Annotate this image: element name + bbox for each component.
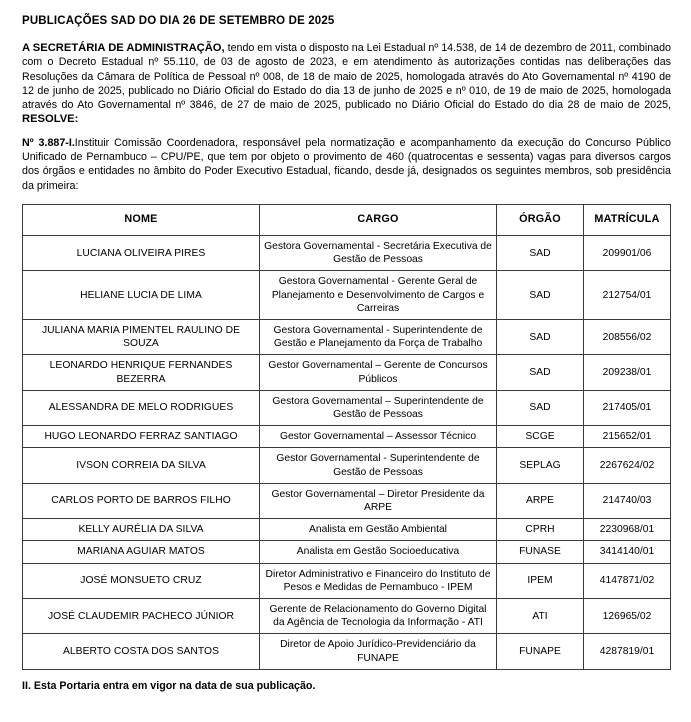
article-number: Nº 3.887-I. bbox=[22, 136, 75, 149]
table-row bbox=[23, 634, 671, 669]
column-header-matricula: MATRÍCULA bbox=[584, 204, 671, 235]
column-header-orgao: ÓRGÃO bbox=[497, 204, 584, 235]
cell-orgao: SAD bbox=[497, 319, 584, 354]
cell-cargo: Gestora Governamental – Superintendente de Gestão de Pessoas bbox=[260, 390, 497, 425]
cell-orgao: ATI bbox=[497, 599, 584, 634]
table-row bbox=[23, 448, 671, 483]
cell-nome: MARIANA AGUIAR MATOS bbox=[23, 541, 260, 563]
cell-orgao: ARPE bbox=[497, 483, 584, 518]
table-row bbox=[23, 483, 671, 518]
page-title: PUBLICAÇÕES SAD DO DIA 26 DE SETEMBRO DE 2025 bbox=[22, 15, 335, 27]
table-row bbox=[23, 563, 671, 598]
table-row bbox=[23, 519, 671, 541]
members-table bbox=[22, 204, 671, 670]
table-row bbox=[23, 541, 671, 563]
cell-orgao: CPRH bbox=[497, 519, 584, 541]
cell-cargo: Analista em Gestão Socioeducativa bbox=[260, 541, 497, 563]
table-row bbox=[23, 390, 671, 425]
cell-matricula: 3414140/01 bbox=[584, 541, 671, 563]
preamble-lead: A SECRETÁRIA DE ADMINISTRAÇÃO, bbox=[22, 42, 225, 54]
cell-orgao: SEPLAG bbox=[497, 448, 584, 483]
cell-matricula: 217405/01 bbox=[584, 390, 671, 425]
cell-matricula: 4147871/02 bbox=[584, 563, 671, 598]
cell-orgao: IPEM bbox=[497, 563, 584, 598]
cell-cargo: Gestor Governamental – Gerente de Concursos Públicos bbox=[260, 355, 497, 390]
cell-matricula: 209901/06 bbox=[584, 235, 671, 270]
cell-cargo: Gestor Governamental - Superintendente de Gestão de Pessoas bbox=[260, 448, 497, 483]
cell-cargo: Diretor Administrativo e Financeiro do Instituto de Pesos e Medidas de Pernambuco - IPEM bbox=[260, 563, 497, 598]
cell-nome: JOSÉ CLAUDEMIR PACHECO JÚNIOR bbox=[23, 599, 260, 634]
cell-matricula: 208556/02 bbox=[584, 319, 671, 354]
cell-orgao: SAD bbox=[497, 271, 584, 320]
cell-cargo: Gestora Governamental - Superintendente de Gestão e Planejamento da Força de Trabalho bbox=[260, 319, 497, 354]
table-row bbox=[23, 235, 671, 270]
cell-cargo: Gestor Governamental – Diretor Presidente da ARPE bbox=[260, 483, 497, 518]
cell-orgao: SAD bbox=[497, 355, 584, 390]
cell-cargo: Gestora Governamental - Secretária Executiva de Gestão de Pessoas bbox=[260, 235, 497, 270]
preamble-paragraph bbox=[22, 41, 671, 127]
table-header-row bbox=[23, 204, 671, 235]
cell-orgao: FUNASE bbox=[497, 541, 584, 563]
preamble-resolve: RESOLVE: bbox=[22, 113, 79, 126]
table-row bbox=[23, 599, 671, 634]
table-row bbox=[23, 271, 671, 320]
cell-matricula: 209238/01 bbox=[584, 355, 671, 390]
cell-cargo: Gestor Governamental – Assessor Técnico bbox=[260, 426, 497, 448]
cell-matricula: 214740/03 bbox=[584, 483, 671, 518]
cell-orgao: SAD bbox=[497, 390, 584, 425]
cell-orgao: FUNAPE bbox=[497, 634, 584, 669]
cell-orgao: SAD bbox=[497, 235, 584, 270]
cell-matricula: 4287819/01 bbox=[584, 634, 671, 669]
preamble-body: tendo em vista o disposto na Lei Estadual nº 14.538, de 14 de dezembro de 2011, combinado com o Decreto Estadual nº 55.110, de 03 de agosto de 2023, e em atendimento às autorizações contidas nas deliberações das Resoluções da Câmara de Política de Pessoal nº 008, de 18 de maio de 2025, homologada através do Ato Governamental nº 4190 de 12 de junho de 2025, publicado no Diário Oficial do Estado do dia 13 de junho de 2025 e nº 010, de 19 de maio de 2025, homologada através do Ato Governamental nº 3846, de 27 de maio de 2025, publicado no Diário Oficial do Estado do dia 28 de maio de 2025, bbox=[22, 42, 671, 112]
table-row bbox=[23, 426, 671, 448]
cell-cargo: Diretor de Apoio Jurídico-Previdenciário da FUNAPE bbox=[260, 634, 497, 669]
table-row bbox=[23, 355, 671, 390]
cell-nome: CARLOS PORTO DE BARROS FILHO bbox=[23, 483, 260, 518]
column-header-nome: NOME bbox=[23, 204, 260, 235]
cell-cargo: Analista em Gestão Ambiental bbox=[260, 519, 497, 541]
cell-matricula: 2230968/01 bbox=[584, 519, 671, 541]
cell-matricula: 212754/01 bbox=[584, 271, 671, 320]
cell-nome: LUCIANA OLIVEIRA PIRES bbox=[23, 235, 260, 270]
cell-matricula: 126965/02 bbox=[584, 599, 671, 634]
column-header-cargo: CARGO bbox=[260, 204, 497, 235]
article-text: Instituir Comissão Coordenadora, responsável pela normatização e acompanhamento da execução do Concurso Público Unificado de Pernambuco – CPU/PE, que tem por objeto o provimento de 460 (quatrocentas e sessenta) vagas para diversos cargos dos órgãos e entidades no âmbito do Poder Executivo Estadual, ficando, desde já, designados os seguintes membros, sob presidência da primeira: bbox=[22, 136, 671, 192]
cell-nome: HUGO LEONARDO FERRAZ SANTIAGO bbox=[23, 426, 260, 448]
cell-matricula: 2267624/02 bbox=[584, 448, 671, 483]
cell-nome: HELIANE LUCIA DE LIMA bbox=[23, 271, 260, 320]
cell-nome: LEONARDO HENRIQUE FERNANDES BEZERRA bbox=[23, 355, 260, 390]
cell-nome: ALESSANDRA DE MELO RODRIGUES bbox=[23, 390, 260, 425]
cell-matricula: 215652/01 bbox=[584, 426, 671, 448]
closing-note: II. Esta Portaria entra em vigor na data de sua publicação. bbox=[22, 679, 316, 692]
cell-nome: JOSÉ MONSUETO CRUZ bbox=[23, 563, 260, 598]
cell-cargo: Gestora Governamental - Gerente Geral de Planejamento e Desenvolvimento de Cargos e Carreiras bbox=[260, 271, 497, 320]
article-paragraph bbox=[22, 136, 671, 193]
cell-nome: IVSON CORREIA DA SILVA bbox=[23, 448, 260, 483]
cell-nome: JULIANA MARIA PIMENTEL RAULINO DE SOUZA bbox=[23, 319, 260, 354]
table-row bbox=[23, 319, 671, 354]
cell-cargo: Gerente de Relacionamento do Governo Digital da Agência de Tecnologia da Informação - ATI bbox=[260, 599, 497, 634]
cell-nome: ALBERTO COSTA DOS SANTOS bbox=[23, 634, 260, 669]
cell-orgao: SCGE bbox=[497, 426, 584, 448]
cell-nome: KELLY AURÉLIA DA SILVA bbox=[23, 519, 260, 541]
